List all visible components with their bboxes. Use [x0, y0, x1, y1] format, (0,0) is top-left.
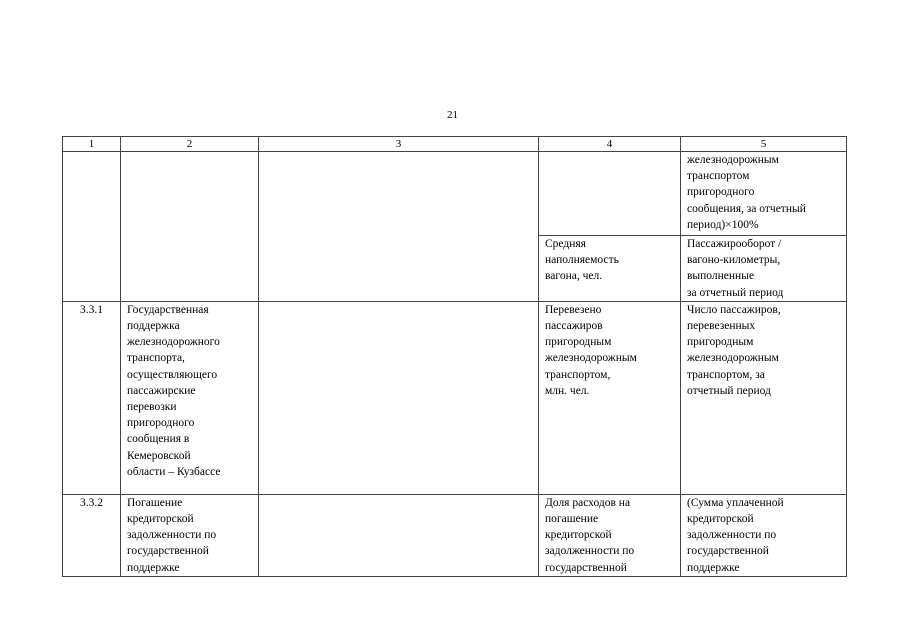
row-number-cell [63, 152, 121, 236]
column-3-cell [259, 494, 539, 576]
indicator-name-cell: Перевезено пассажиров пригородным железнодорожным транспортом, млн. чел. [539, 301, 681, 494]
event-name-cell: Государственная поддержка железнодорожного транспорта, осуществляющего пассажирские перевозки пригородного сообщения в Кемеровской области – Кузбассе [121, 301, 259, 494]
table-header-row [63, 137, 847, 152]
table-row [63, 236, 847, 302]
calculation-method-cell: Пассажирооборот / вагоно-километры, выполненные за отчетный период [681, 236, 847, 302]
indicators-table [62, 136, 847, 577]
calculation-method-cell: Число пассажиров, перевезенных пригородным железнодорожным транспортом, за отчетный период [681, 301, 847, 494]
row-number-cell [63, 236, 121, 302]
indicator-name-cell [539, 152, 681, 236]
event-name-cell [121, 152, 259, 236]
calculation-method-cell: (Сумма уплаченной кредиторской задолженности по государственной поддержке [681, 494, 847, 576]
table-row [63, 152, 847, 236]
indicator-name-cell: Средняя наполняемость вагона, чел. [539, 236, 681, 302]
table-row [63, 301, 847, 494]
column-3-cell [259, 152, 539, 236]
event-name-cell: Погашение кредиторской задолженности по государственной поддержке [121, 494, 259, 576]
page-number: 21 [447, 109, 458, 121]
column-3-cell [259, 301, 539, 494]
indicator-name-cell: Доля расходов на погашение кредиторской задолженности по государственной [539, 494, 681, 576]
header-col-2: 2 [121, 137, 259, 152]
calculation-method-cell: железнодорожным транспортом пригородного сообщения, за отчетный период)×100% [681, 152, 847, 236]
header-col-5: 5 [681, 137, 847, 152]
header-col-4: 4 [539, 137, 681, 152]
event-name-cell [121, 236, 259, 302]
row-number-cell: 3.3.1 [63, 301, 121, 494]
header-col-3: 3 [259, 137, 539, 152]
header-col-1: 1 [63, 137, 121, 152]
row-number-cell: 3.3.2 [63, 494, 121, 576]
table-row [63, 494, 847, 576]
column-3-cell [259, 236, 539, 302]
